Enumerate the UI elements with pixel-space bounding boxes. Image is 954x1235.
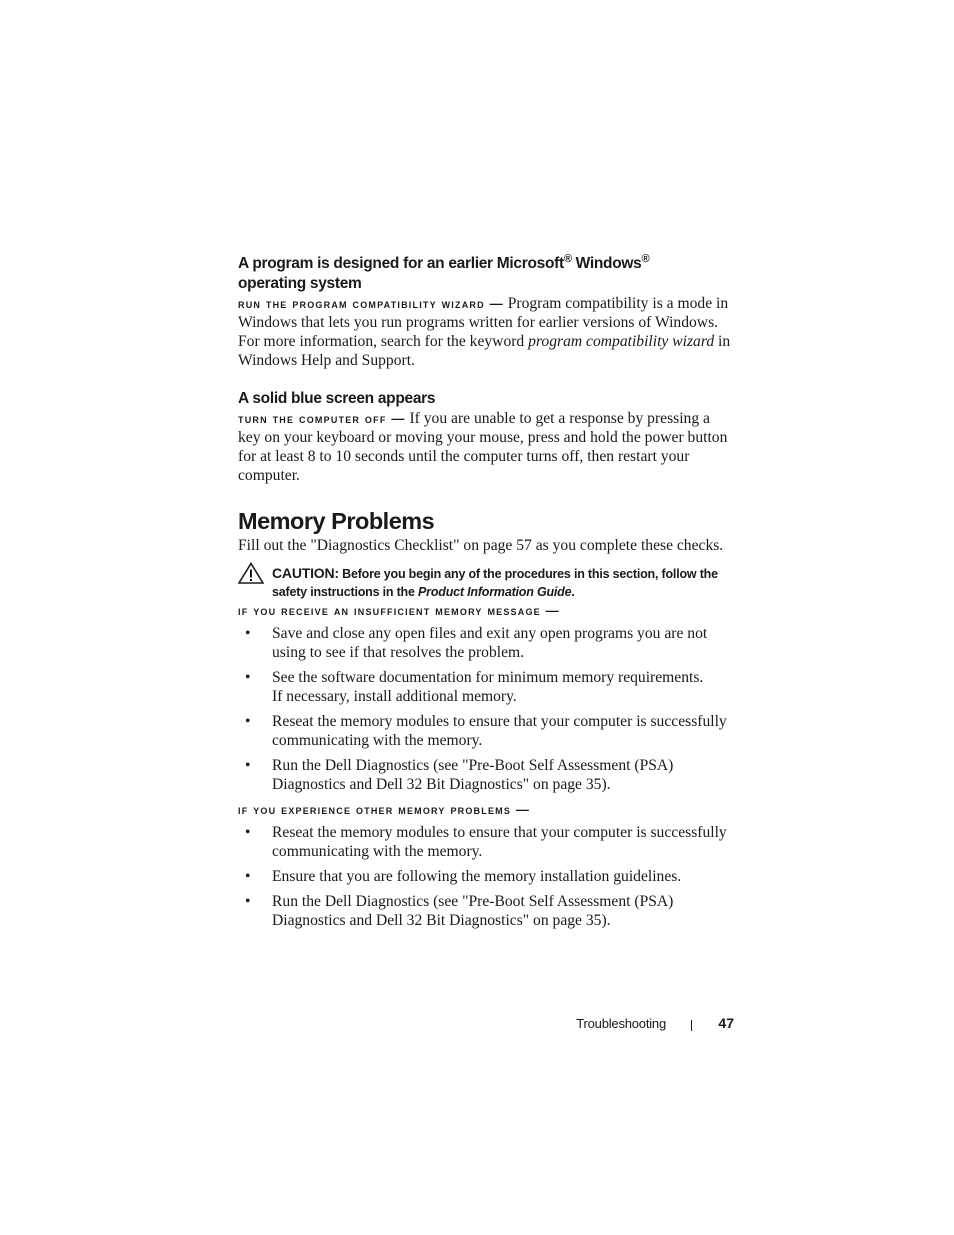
heading-earlier-windows: [238, 254, 736, 294]
heading-blue-screen: A solid blue screen appears: [238, 390, 436, 407]
compatibility-wizard-text-1: Program compatibility is a mode in Windows that lets you run programs written for earlier versions of Windows. For more information, search for the keyword: [238, 295, 729, 350]
blue-screen-paragraph: [238, 409, 736, 485]
list-item: [238, 668, 736, 706]
heading-earlier-windows-part2: Windows: [571, 255, 642, 272]
list-item-text: Save and close any open files and exit any open programs you are not using to see if that resolves the problem.: [272, 625, 708, 661]
bullet: •: [245, 625, 251, 642]
turn-off-lead: turn the computer off —: [238, 411, 406, 426]
list-item: [238, 867, 736, 886]
bullet: •: [245, 893, 251, 910]
list-item-text: Reseat the memory modules to ensure that your computer is successfully communicating with the memory.: [272, 713, 727, 749]
insufficient-memory-list: [238, 624, 736, 794]
caution-label: CAUTION:: [272, 565, 339, 581]
other-memory-list: [238, 823, 736, 930]
list-item-text: Reseat the memory modules to ensure that your computer is successfully communicating with the memory.: [272, 824, 727, 860]
other-memory-lead: if you experience other memory problems —: [238, 802, 531, 817]
heading-earlier-windows-line2: operating system: [238, 275, 362, 292]
caution-triangle-icon: [238, 562, 264, 584]
compatibility-wizard-text-2: in Windows Help and Support.: [238, 333, 731, 369]
list-item-text: Run the Dell Diagnostics (see "Pre-Boot Self Assessment (PSA) Diagnostics and Dell 32 Bit Diagnostics" on page 35).: [272, 893, 674, 929]
insufficient-memory-lead-line: [238, 601, 736, 620]
list-item-text: Run the Dell Diagnostics (see "Pre-Boot Self Assessment (PSA) Diagnostics and Dell 32 Bit Diagnostics" on page 35).: [272, 757, 674, 793]
caution-text-1: Before you begin any of the procedures in this section, follow the safety instructions in the: [272, 567, 718, 599]
compatibility-wizard-paragraph: [238, 294, 736, 370]
insufficient-memory-lead: if you receive an insufficient memory message —: [238, 603, 560, 618]
page-title-memory-problems: Memory Problems: [238, 508, 435, 534]
heading-earlier-windows-part1: A program is designed for an earlier Microsoft: [238, 255, 564, 272]
bullet: •: [245, 868, 251, 885]
memory-intro: Fill out the "Diagnostics Checklist" on page 57 as you complete these checks.: [238, 537, 724, 554]
bullet: •: [245, 757, 251, 774]
page-footer: [0, 1014, 954, 1034]
turn-off-text: If you are unable to get a response by pressing a key on your keyboard or moving your mouse, press and hold the power button for at least 8 to 10 seconds until the computer turns off, then restart your computer.: [238, 410, 728, 484]
compatibility-wizard-keyword: program compatibility wizard: [528, 333, 715, 350]
bullet: •: [245, 669, 251, 686]
page-number: 47: [718, 1015, 734, 1031]
bullet: •: [245, 713, 251, 730]
registered-mark-1: ®: [563, 253, 572, 265]
page-content: [238, 254, 736, 936]
list-item-text-continued: If necessary, install additional memory.: [272, 688, 517, 705]
list-item-text: See the software documentation for minimum memory requirements.: [272, 669, 704, 686]
caution-guide-title: Product Information Guide: [418, 585, 572, 599]
caution-text-2: .: [571, 585, 575, 599]
list-item-text: Ensure that you are following the memory installation guidelines.: [272, 868, 682, 885]
caution-notice: [238, 564, 736, 601]
list-item: [238, 892, 736, 930]
list-item: [238, 712, 736, 750]
list-item: [238, 823, 736, 861]
footer-section-name: Troubleshooting: [576, 1016, 666, 1031]
list-item: [238, 756, 736, 794]
compatibility-wizard-lead: run the program compatibility wizard —: [238, 296, 504, 311]
registered-mark-2: ®: [641, 253, 650, 265]
list-item: [238, 624, 736, 662]
bullet: •: [245, 824, 251, 841]
other-memory-lead-line: [238, 800, 736, 819]
footer-separator: [691, 1020, 692, 1031]
